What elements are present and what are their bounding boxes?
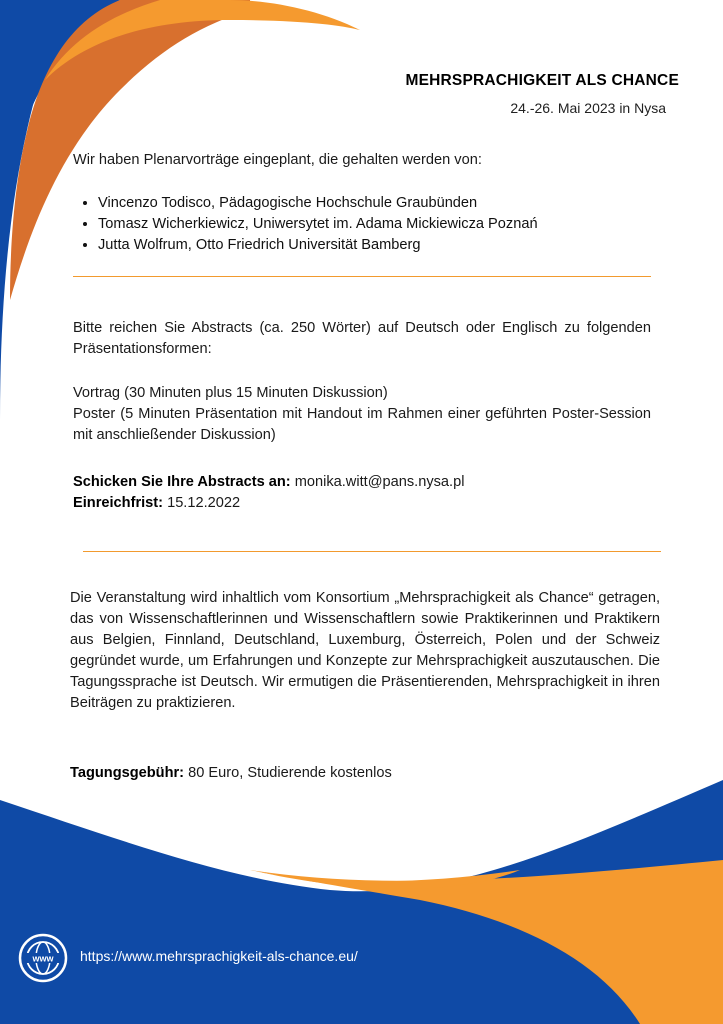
website-link[interactable]: https://www.mehrsprachigkeit-als-chance.eu/: [80, 948, 358, 964]
event-description: Die Veranstaltung wird inhaltlich vom Konsortium „Mehrsprachigkeit als Chance“ getragen, das von Wissenschaftlerinnen und Wissenschaftlern sowie Praktikerinnen und Praktikern aus Belgien, Finnland, Deutschland, Luxemburg, Österreich, Polen und der Schweiz gegründet wurde, um Erfahrungen und Konzepte zur Mehrsprachigkeit auszutauschen. Die Tagungssprache ist Deutsch. Wir ermutigen die Präsentierenden, Mehrsprachigkeit in ihren Beiträgen zu praktizieren.: [70, 590, 660, 711]
contact-email[interactable]: monika.witt@pans.nysa.pl: [294, 474, 465, 490]
intro-text: Wir haben Plenarvorträge eingeplant, die gehalten werden von:: [73, 152, 482, 168]
deadline-value: 15.12.2022: [167, 495, 241, 511]
speaker-list: [73, 193, 538, 256]
divider: [73, 276, 651, 277]
fee-value: 80 Euro, Studierende kostenlos: [188, 765, 392, 781]
fee-info: [70, 763, 392, 784]
fee-label: Tagungsgebühr:: [70, 765, 185, 781]
list-item: • Jutta Wolfrum, Otto Friedrich Universität Bamberg: [98, 235, 538, 256]
format-poster: Poster (5 Minuten Präsentation mit Handout im Rahmen einer geführten Poster-Session mit anschließender Diskussion): [73, 406, 651, 443]
abstracts-call: Bitte reichen Sie Abstracts (ca. 250 Wörter) auf Deutsch oder Englisch zu folgenden Präsentationsformen:: [73, 320, 651, 357]
event-date: 24.-26. Mai 2023 in Nysa: [510, 100, 666, 116]
deadline-line: [73, 493, 651, 514]
deadline-label: Einreichfrist:: [73, 495, 164, 511]
divider: [83, 551, 661, 552]
submission-info: [73, 472, 651, 514]
format-talk: Vortrag (30 Minuten plus 15 Minuten Diskussion): [73, 385, 388, 401]
submission-line: [73, 472, 651, 493]
list-item: • Vincenzo Todisco, Pädagogische Hochschule Graubünden: [98, 193, 538, 214]
globe-www-icon: [18, 933, 68, 983]
presentation-formats: [73, 383, 651, 446]
page-title: MEHRSPRACHIGKEIT ALS CHANCE: [405, 72, 679, 89]
send-label: Schicken Sie Ihre Abstracts an:: [73, 474, 291, 490]
globe-icon-text: www: [32, 953, 54, 964]
list-item: • Tomasz Wicherkiewicz, Uniwersytet im. Adama Mickiewicza Poznań: [98, 214, 538, 235]
